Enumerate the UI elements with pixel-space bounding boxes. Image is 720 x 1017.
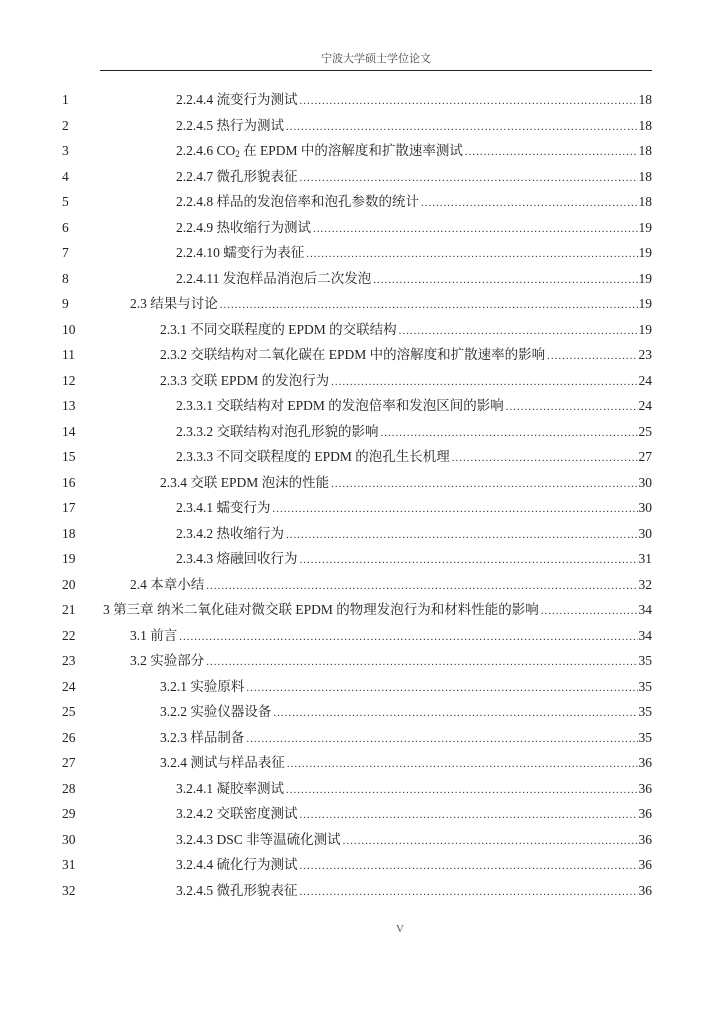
toc-entry-link[interactable] [176,243,652,264]
toc-page-number: 19 [638,270,652,286]
toc-page-number: 24 [638,372,652,388]
toc-row [0,498,720,518]
line-number: 6 [62,219,69,235]
line-number: 27 [62,755,76,770]
toc-entry-link[interactable] [130,294,652,315]
page-number: V [396,923,404,935]
toc-page-number: 18 [638,92,652,107]
toc-row [0,881,720,901]
toc-page-number: 36 [638,831,652,847]
toc-entry-link[interactable] [176,881,652,902]
toc-page-number: 18 [638,168,652,184]
dot-leader [273,703,637,723]
toc-row [0,396,720,416]
line-number: 17 [62,500,76,515]
toc-entry-link[interactable] [160,345,652,366]
toc-row [0,371,720,391]
title-text: 2.3.3.3 不同交联程度的 EPDM 的泡孔生长机理 [176,449,450,464]
toc-page-number: 35 [638,729,652,745]
dot-leader [300,168,638,188]
dot-leader [313,219,638,239]
toc-entry-link[interactable] [176,447,652,468]
toc-entry-link[interactable] [160,728,652,749]
toc-row [0,753,720,773]
dot-leader [246,678,637,698]
toc-row [0,167,720,187]
toc-entry-title [130,575,206,595]
toc-entry-link[interactable] [176,779,652,800]
toc-entry-link[interactable] [176,141,652,164]
toc-row [0,422,720,442]
toc-row [0,90,720,110]
dot-leader [300,805,638,825]
line-number: 16 [62,474,76,490]
toc-row [0,116,720,136]
line-number: 15 [62,449,76,464]
line-number: 19 [62,551,76,566]
toc-page-number: 30 [638,525,652,541]
toc-page-number: 34 [638,627,652,643]
dot-leader [300,550,638,570]
toc-entry-link[interactable] [176,804,652,825]
line-number: 9 [62,296,69,311]
toc-entry-link[interactable] [176,855,652,876]
toc-entry-link[interactable] [130,626,652,647]
title-text: 3 第三章 纳米二氧化硅对微交联 EPDM 的物理发泡行为和材料性能的影响 [103,602,539,617]
toc-page-number: 27 [638,449,652,464]
toc-row [0,269,720,289]
dot-leader [286,525,638,545]
toc-page-number: 36 [638,882,652,898]
toc-page-number: 18 [638,194,652,209]
title-text: 2.2.4.11 发泡样品消泡后二次发泡 [176,270,372,286]
dot-leader [286,780,638,800]
toc-row [0,473,720,493]
line-number: 13 [62,398,76,413]
line-number: 12 [62,372,76,388]
toc-page-number: 18 [638,117,652,133]
toc-entry-link[interactable] [160,320,652,341]
title-text: 3.2.4.5 微孔形貌表征 [176,882,298,898]
toc-entry-title [176,422,381,442]
dot-leader [343,831,638,851]
title-text: 2.3.3.2 交联结构对泡孔形貌的影响 [176,423,379,439]
dot-leader [206,652,637,672]
toc-entry-title [160,473,331,493]
toc-entry-title [176,498,273,518]
title-text: 3.2.4.4 硫化行为测试 [176,857,298,872]
toc-entry-title [130,294,220,314]
toc-entry-title [176,116,286,136]
toc-page-number: 23 [638,347,652,362]
toc-row [0,345,720,365]
toc-row [0,549,720,569]
title-subscript: 2 [235,149,240,159]
toc-row [0,702,720,722]
toc-entry-link[interactable] [160,473,652,494]
toc-entry-link[interactable] [160,702,652,723]
toc-page-number: 30 [638,474,652,490]
title-text: 2.2.4.8 样品的发泡倍率和泡孔参数的统计 [176,194,419,209]
toc-page-number: 19 [638,245,652,260]
toc-entry-link[interactable] [160,677,652,698]
toc-entry-title [176,855,300,875]
toc-row [0,141,720,161]
toc-page-number: 36 [638,755,652,770]
toc-entry-link[interactable] [130,651,652,672]
toc-entry-title [176,779,286,799]
toc-entry-title [176,192,421,212]
toc-entry-title [176,524,286,544]
dot-leader [220,295,638,315]
title-text: 2.3.4.2 热收缩行为 [176,525,284,541]
toc-page-number: 36 [638,857,652,872]
toc-row [0,626,720,646]
title-text: 2.3.4.3 熔融回收行为 [176,551,298,566]
toc-row [0,677,720,697]
toc-row [0,192,720,212]
dot-leader [300,856,638,876]
title-text: 3.2.4.1 凝胶率测试 [176,780,284,796]
line-number: 23 [62,653,76,668]
title-text: 3.2.2 实验仪器设备 [160,704,272,719]
toc-entry-link[interactable] [160,753,652,774]
line-number: 18 [62,525,76,541]
title-text: 2.3.1 不同交联程度的 EPDM 的交联结构 [160,321,397,337]
title-text: 2.3.3 交联 EPDM 的发泡行为 [160,372,330,388]
line-number: 3 [62,143,69,158]
toc-row [0,243,720,263]
toc-page-number: 34 [638,602,652,617]
toc-entry-title [176,269,373,289]
toc-entry-title [160,320,399,340]
title-text: 2.2.4.5 热行为测试 [176,117,284,133]
toc-page-number: 30 [638,500,652,515]
dot-leader [300,882,638,902]
toc-entry-link[interactable] [176,422,652,443]
line-number: 28 [62,780,76,796]
dot-leader [300,91,638,111]
toc-page-number: 19 [638,296,652,311]
dot-leader [381,423,638,443]
title-text: 2.2.4.10 蠕变行为表征 [176,245,305,260]
toc-row [0,651,720,671]
title-text: 2.3.4.1 蠕变行为 [176,500,271,515]
dot-leader [421,193,638,213]
toc-entry-title [160,702,273,722]
dot-leader [465,142,638,162]
line-number: 11 [62,347,75,362]
line-number: 2 [62,117,69,133]
toc-entry-title [160,728,246,748]
toc-entry-title [176,141,465,164]
toc-page-number: 18 [638,143,652,158]
toc-row [0,320,720,340]
toc-entry-title [176,830,343,850]
line-number: 25 [62,704,76,719]
toc-page-number: 24 [638,398,652,413]
title-text: 3.2.4 测试与样品表征 [160,755,285,770]
line-number: 24 [62,678,76,694]
header-rule [100,70,652,71]
title-text: 2.4 本章小结 [130,576,205,592]
toc-page-number: 36 [638,780,652,796]
line-number: 26 [62,729,76,745]
title-text: 3.2.1 实验原料 [160,678,245,694]
line-number: 20 [62,576,76,592]
line-number: 5 [62,194,69,209]
toc-row [0,779,720,799]
line-number: 32 [62,882,76,898]
toc-entry-title [176,396,506,416]
toc-entry-link[interactable] [160,371,652,392]
title-text: 2.2.4.6 CO [176,143,236,158]
toc-row [0,855,720,875]
dot-leader [273,499,638,519]
toc-page-number: 19 [638,321,652,337]
line-number: 10 [62,321,76,337]
toc-page-number: 35 [638,678,652,694]
toc-row [0,447,720,467]
title-text: 2.2.4.9 热收缩行为测试 [176,219,311,235]
toc-row [0,804,720,824]
toc-entry-link[interactable] [176,549,652,570]
line-number: 4 [62,168,69,184]
line-number: 31 [62,857,76,872]
running-header: 宁波大学硕士学位论文 [321,53,431,65]
title-text: 2.2.4.7 微孔形貌表征 [176,168,298,184]
toc-page-number: 25 [638,423,652,439]
title-text: 2.2.4.4 流变行为测试 [176,92,298,107]
toc-entry-link[interactable] [176,524,652,545]
toc-entry-title [103,600,541,620]
toc-entry-link[interactable] [176,830,652,851]
title-text: 2.3.3.1 交联结构对 EPDM 的发泡倍率和发泡区间的影响 [176,398,504,413]
toc-entry-link[interactable] [176,192,652,213]
dot-leader [541,601,638,621]
toc-entry-title [160,677,246,697]
dot-leader [306,244,637,264]
line-number: 14 [62,423,76,439]
toc-entry-title [176,167,300,187]
dot-leader [506,397,638,417]
dot-leader [399,321,638,341]
dot-leader [287,754,638,774]
dot-leader [452,448,638,468]
toc-entry-link[interactable] [176,218,652,239]
toc-row [0,294,720,314]
dot-leader [246,729,637,749]
toc-page-number: 35 [638,704,652,719]
line-number: 29 [62,806,76,821]
title-text: 3.2.3 样品制备 [160,729,245,745]
toc-entry-link[interactable] [176,116,652,137]
title-text: 3.1 前言 [130,627,178,643]
toc-entry-link[interactable] [176,90,652,111]
toc-page-number: 31 [638,551,652,566]
dot-leader [547,346,637,366]
toc-row [0,524,720,544]
toc-entry-title [176,218,313,238]
title-text: 3.2.4.2 交联密度测试 [176,806,298,821]
title-text: 3.2 实验部分 [130,653,205,668]
toc-entry-title [130,651,206,671]
dot-leader [286,117,638,137]
line-number: 7 [62,245,69,260]
toc-entry-title [176,804,300,824]
title-text-after: 在 EPDM 中的溶解度和扩散速率测试 [239,143,463,158]
toc-entry-link[interactable] [176,396,652,417]
line-number: 30 [62,831,76,847]
toc-entry-title [160,371,331,391]
toc-entry-link[interactable] [103,600,652,621]
toc-entry-link[interactable] [130,575,652,596]
toc-page-number: 19 [638,219,652,235]
title-text: 2.3.4 交联 EPDM 泡沫的性能 [160,474,330,490]
dot-leader [331,474,637,494]
toc-entry-title [176,243,306,263]
toc-page-number: 32 [638,576,652,592]
toc-page-number: 36 [638,806,652,821]
line-number: 21 [62,602,76,617]
toc-entry-title [176,90,300,110]
toc-entry-link[interactable] [176,269,652,290]
title-text: 2.3 结果与讨论 [130,296,218,311]
dot-leader [179,627,637,647]
toc-entry-title [176,881,300,901]
toc-entry-title [130,626,179,646]
dot-leader [331,372,637,392]
toc-entry-link[interactable] [176,167,652,188]
line-number: 1 [62,92,69,107]
toc-entry-title [176,549,300,569]
toc-page-number: 35 [638,653,652,668]
toc-entry-title [176,447,452,467]
toc-entry-title [160,753,287,773]
dot-leader [373,270,637,290]
toc-row [0,830,720,850]
line-number: 22 [62,627,76,643]
toc-row [0,575,720,595]
line-number: 8 [62,270,69,286]
toc-row [0,218,720,238]
title-text: 3.2.4.3 DSC 非等温硫化测试 [176,831,341,847]
toc-row [0,600,720,620]
toc-entry-link[interactable] [176,498,652,519]
toc-entry-title [160,345,547,365]
toc-row [0,728,720,748]
title-text: 2.3.2 交联结构对二氧化碳在 EPDM 中的溶解度和扩散速率的影响 [160,347,546,362]
dot-leader [206,576,637,596]
